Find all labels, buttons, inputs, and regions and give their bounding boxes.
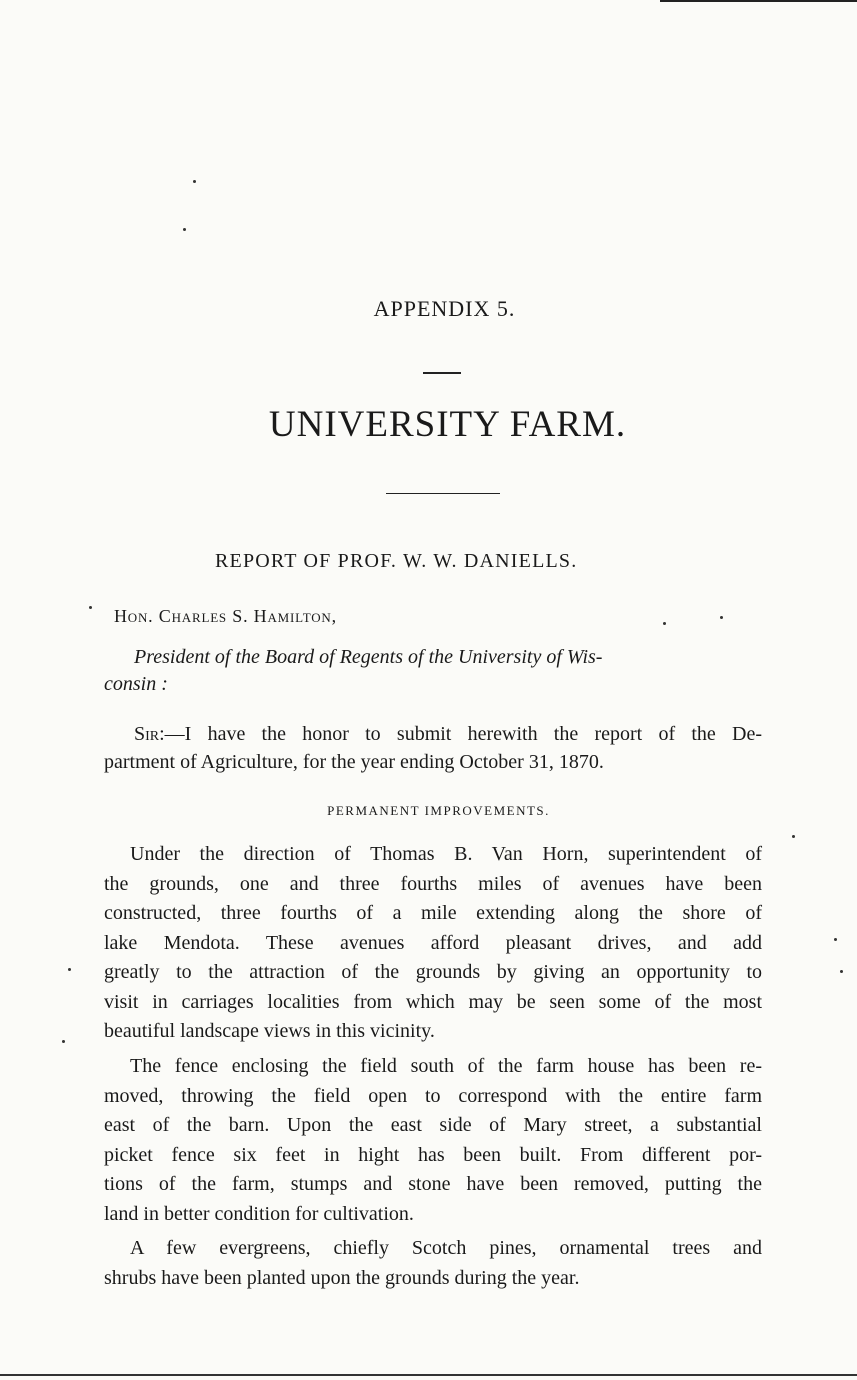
paragraph-line: the grounds, one and three fourths miles of avenues have been	[104, 872, 762, 895]
paragraph-line: The fence enclosing the field south of the farm house has been re-	[130, 1055, 762, 1077]
paragraph-line: constructed, three fourths of a mile extending along the shore of	[104, 902, 762, 924]
print-speck	[183, 228, 186, 231]
paragraph-line: tions of the farm, stumps and stone have been removed, putting the	[104, 1173, 762, 1195]
page-title: UNIVERSITY FARM.	[268, 404, 627, 445]
paragraph-evergreens	[104, 1234, 762, 1293]
top-edge-rule	[660, 0, 857, 2]
print-speck	[193, 180, 196, 183]
paragraph-line: east of the barn. Upon the east side of Mary street, a substantial	[104, 1114, 762, 1136]
print-speck	[663, 622, 666, 625]
print-speck	[720, 616, 723, 619]
paragraph-line: A few evergreens, chiefly Scotch pines, ornamental trees and	[130, 1237, 762, 1259]
salutation-prefix: Hon.	[114, 606, 154, 626]
addressee-line-1: President of the Board of Regents of the University of Wis-	[134, 646, 603, 668]
title-divider	[386, 493, 500, 494]
print-speck	[68, 968, 71, 971]
paragraph-line: lake Mendota. These avenues afford pleasant drives, and add	[104, 931, 762, 954]
report-subtitle: REPORT OF PROF. W. W. DANIELLS.	[215, 550, 578, 572]
addressee-line-2: consin :	[104, 673, 168, 695]
sir-lead: Sir	[134, 723, 160, 745]
paragraph-line: shrubs have been planted upon the grounds during the year.	[104, 1266, 580, 1289]
paragraph-line: greatly to the attraction of the grounds by giving an opportunity to	[104, 961, 762, 983]
print-speck	[840, 970, 843, 973]
paragraph-line: beautiful landscape views in this vicinity.	[104, 1020, 435, 1042]
paragraph-line: visit in carriages localities from which may be seen some of the most	[104, 990, 762, 1013]
appendix-label: APPENDIX 5.	[373, 296, 516, 321]
paragraph-line: moved, throwing the field open to correspond with the entire farm	[104, 1084, 762, 1107]
section-heading: PERMANENT IMPROVEMENTS.	[327, 803, 550, 818]
salutation	[114, 606, 337, 627]
bottom-edge-rule	[0, 1374, 857, 1376]
paragraph-avenues	[104, 840, 762, 1047]
paragraph-line: land in better condition for cultivation.	[104, 1202, 414, 1225]
print-speck	[62, 1040, 65, 1043]
short-divider	[423, 372, 461, 374]
opening-line-1	[104, 720, 762, 748]
paragraph-line: Under the direction of Thomas B. Van Horn, superintendent of	[130, 843, 762, 865]
salutation-name: Charles S. Hamilton,	[158, 606, 337, 626]
print-speck	[834, 938, 837, 941]
opening-line-1-text: :—I have the honor to submit herewith the report of the De-	[159, 723, 762, 745]
opening-paragraph	[104, 720, 762, 776]
print-speck	[792, 835, 795, 838]
paragraph-fence	[104, 1052, 762, 1229]
opening-line-2: partment of Agriculture, for the year ending October 31, 1870.	[104, 751, 604, 773]
paragraph-line: picket fence six feet in hight has been built. From different por-	[104, 1143, 762, 1166]
print-speck	[89, 606, 92, 609]
addressee-title	[104, 644, 762, 698]
